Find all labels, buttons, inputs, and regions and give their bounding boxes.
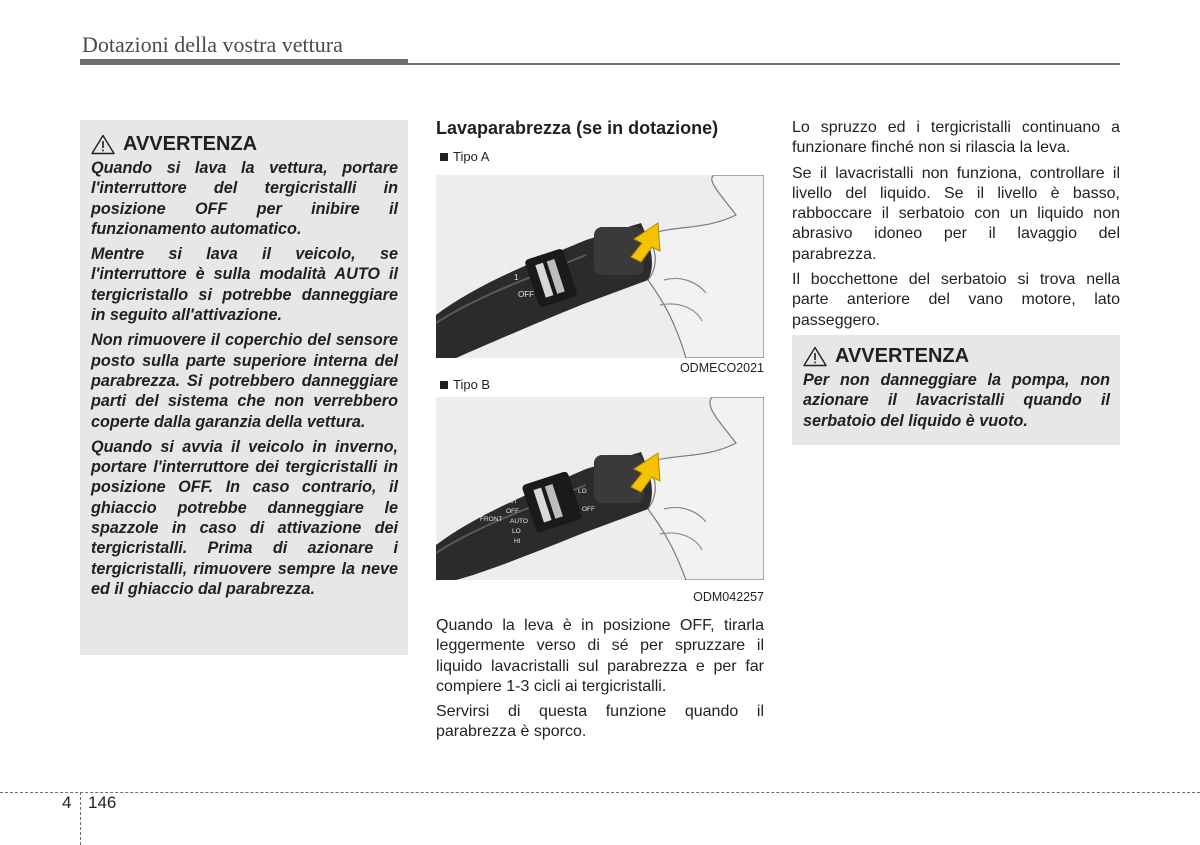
warning-title-text: AVVERTENZA [835, 345, 970, 367]
body-paragraph: Quando la leva è in posizione OFF, tirarla leggermente verso di sé per spruzzare il liquido lavacristalli sul parabrezza e per far compiere 1-3 cicli ai tergicristalli. [436, 617, 764, 695]
warning-paragraph: Quando si lava la vettura, portare l'interruttore del tergicristalli in posizione OFF per inibire il funzionamento automatico. [91, 159, 398, 238]
chapter-number: 4 [62, 793, 72, 812]
switch-label: OFF [506, 508, 519, 515]
header-rule [80, 59, 408, 65]
switch-label: HI [514, 538, 521, 545]
switch-label: OFF [518, 290, 534, 299]
square-bullet-icon [440, 381, 448, 389]
switch-label: LO [512, 528, 521, 535]
warning-paragraph: Quando si avvia il veicolo in inverno, portare l'interruttore dei tergicristalli in posizione OFF. In caso contrario, il ghiaccio potrebbe danneggiare le spazzole in caso di attivazione dei tergicristalli. Prima di azionare i tergicristalli, rimuovere sempre la neve ed il ghiaccio dal parabrezza. [91, 437, 398, 598]
section-body [436, 616, 764, 748]
body-paragraph: Lo spruzzo ed i tergicristalli continuano a funzionare finché non si rilascia la leva. [792, 119, 1120, 157]
square-bullet-icon [440, 153, 448, 161]
switch-label: 1 [514, 273, 519, 282]
warning-paragraph: Non rimuovere il coperchio del sensore posto sulla parte superiore interna del parabrezza. Si potrebbero danneggiare parti del sistema che non verrebbero coperte dalla garanzia della vettura. [91, 331, 398, 431]
switch-label: FRONT [480, 516, 503, 523]
wiper-stalk-illustration-b [436, 397, 764, 580]
body-paragraph: Se il lavacristalli non funziona, controllare il livello del liquido. Se il livello è basso, rabboccare il serbatoio con un liquido non abrasivo idoneo per il lavaggio del parabrezza. [792, 164, 1120, 263]
switch-label: 2 [510, 261, 515, 270]
switch-label: LO [578, 488, 587, 495]
figure-code-b: ODM042257 [693, 590, 764, 604]
figure-label-text: Tipo A [453, 149, 490, 164]
warning-box-right [792, 335, 1120, 445]
body-paragraph: Il bocchettone del serbatoio si trova nella parte anteriore del vano motore, lato passeggero. [792, 271, 1120, 329]
footer-divider [80, 792, 81, 845]
figure-label-a [440, 149, 489, 164]
switch-label: HI [572, 464, 579, 471]
switch-label: AUTO [536, 468, 554, 475]
figure-tipo-b [436, 397, 764, 580]
section-title: Lavaparabrezza (se in dotazione) [436, 118, 719, 138]
figure-label-b [440, 377, 490, 392]
warning-paragraph: Per non danneggiare la pompa, non azionare il lavacristalli quando il serbatoio del liquido è vuoto. [803, 371, 1110, 430]
warning-paragraph: Mentre si lava il veicolo, se l'interruttore è sulla modalità AUTO il tergicristallo si potrebbe danneggiare in seguito all'attivazione. [91, 245, 398, 325]
switch-label: OFF [582, 506, 595, 513]
figure-code-a: ODMECO2021 [679, 361, 764, 375]
switch-label: AUTO [510, 518, 528, 525]
figure-tipo-a [436, 175, 764, 358]
warning-triangle-icon [803, 346, 827, 367]
warning-title [91, 133, 398, 156]
page-header-title: Dotazioni della vostra vettura [82, 32, 343, 57]
warning-title [803, 345, 1110, 368]
page-number: 146 [88, 793, 117, 812]
switch-label: MIST [502, 498, 518, 505]
warning-triangle-icon [91, 134, 115, 155]
header-rule-thin [408, 63, 1120, 65]
warning-box-left [80, 120, 408, 655]
figure-label-text: Tipo B [453, 377, 491, 392]
warning-title-text: AVVERTENZA [123, 133, 258, 155]
right-column-body [792, 118, 1120, 336]
body-paragraph: Servirsi di questa funzione quando il parabrezza è sporco. [436, 703, 764, 741]
footer-rule [0, 792, 1200, 793]
wiper-stalk-illustration-a [436, 175, 764, 358]
